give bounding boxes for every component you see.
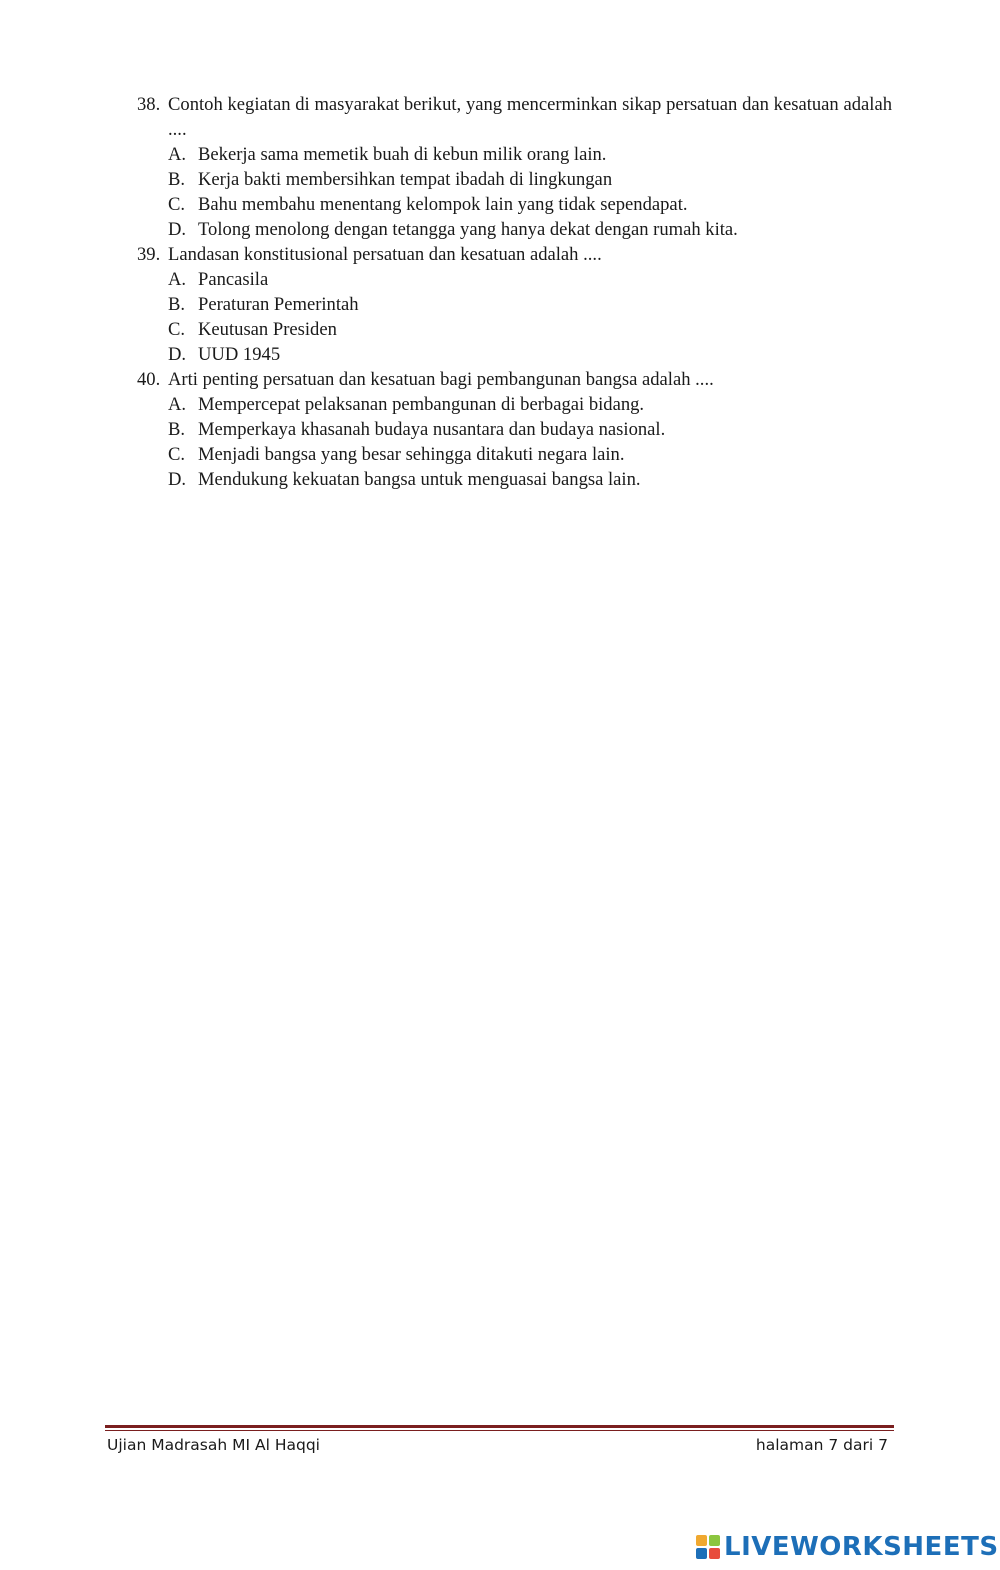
question-text: Arti penting persatuan dan kesatuan bagi pembangunan bangsa adalah .... — [168, 369, 714, 390]
option-text: Bahu membahu menentang kelompok lain yang tidak sependapat. — [198, 194, 688, 215]
option-text: Keutusan Presiden — [198, 319, 337, 340]
logo-grid-icon — [696, 1535, 720, 1559]
option-b[interactable] — [168, 292, 892, 317]
option-letter: A. — [168, 144, 187, 165]
option-letter: B. — [168, 419, 186, 440]
question-text: Landasan konstitusional persatuan dan kesatuan adalah .... — [168, 244, 602, 265]
question-40 — [137, 367, 892, 492]
worksheet-content — [137, 92, 892, 492]
option-text: Kerja bakti membersihkan tempat ibadah di lingkungan — [198, 169, 613, 190]
question-row — [137, 367, 892, 392]
option-letter: D. — [168, 344, 187, 365]
logo-square-i — [709, 1535, 720, 1546]
option-a[interactable] — [168, 392, 892, 417]
option-text: Peraturan Pemerintah — [198, 294, 359, 315]
footer-page-number: halaman 7 dari 7 — [755, 1436, 888, 1454]
option-b[interactable] — [168, 417, 892, 442]
option-c[interactable] — [168, 442, 892, 467]
question-number: 38. — [137, 94, 161, 115]
option-b[interactable] — [168, 167, 892, 192]
option-text: Mendukung kekuatan bangsa untuk menguasai bangsa lain. — [198, 469, 641, 490]
option-d[interactable] — [168, 342, 892, 367]
option-letter: A. — [168, 269, 187, 290]
option-text: Bekerja sama memetik buah di kebun milik orang lain. — [198, 144, 607, 165]
question-38 — [137, 92, 892, 242]
logo-text: LIVEWORKSHEETS — [724, 1532, 999, 1562]
option-letter: C. — [168, 194, 186, 215]
option-letter: C. — [168, 319, 186, 340]
option-letter: C. — [168, 444, 186, 465]
question-row — [137, 242, 892, 267]
option-c[interactable] — [168, 192, 892, 217]
option-text: Memperkaya khasanah budaya nusantara dan budaya nasional. — [198, 419, 666, 440]
liveworksheets-logo[interactable] — [696, 1532, 999, 1562]
question-row — [137, 92, 892, 142]
option-d[interactable] — [168, 217, 892, 242]
footer-rule-thin — [105, 1430, 894, 1431]
footer-rule-thick — [105, 1425, 894, 1428]
logo-square-l — [696, 1535, 707, 1546]
question-number: 40. — [137, 369, 161, 390]
option-text: Tolong menolong dengan tetangga yang hanya dekat dengan rumah kita. — [198, 219, 738, 240]
logo-square-v — [696, 1548, 707, 1559]
option-letter: D. — [168, 469, 187, 490]
option-letter: B. — [168, 294, 186, 315]
question-text: Contoh kegiatan di masyarakat berikut, yang mencerminkan sikap persatuan dan kesatuan adalah .... — [168, 94, 892, 140]
option-text: Menjadi bangsa yang besar sehingga ditakuti negara lain. — [198, 444, 625, 465]
option-d[interactable] — [168, 467, 892, 492]
option-letter: A. — [168, 394, 187, 415]
option-text: Mempercepat pelaksanan pembangunan di berbagai bidang. — [198, 394, 645, 415]
logo-square-e — [709, 1548, 720, 1559]
question-number: 39. — [137, 244, 161, 265]
option-text: Pancasila — [198, 269, 269, 290]
option-a[interactable] — [168, 142, 892, 167]
option-letter: D. — [168, 219, 187, 240]
footer-school-name: Ujian Madrasah MI Al Haqqi — [107, 1436, 320, 1454]
question-39 — [137, 242, 892, 367]
option-letter: B. — [168, 169, 186, 190]
option-a[interactable] — [168, 267, 892, 292]
option-c[interactable] — [168, 317, 892, 342]
option-text: UUD 1945 — [198, 344, 281, 365]
